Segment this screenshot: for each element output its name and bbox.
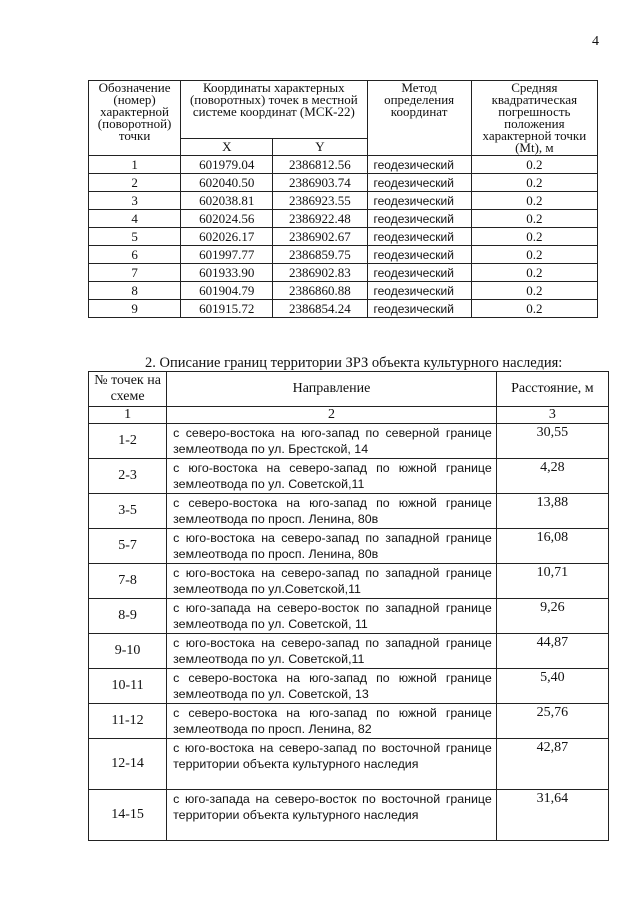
table-row bbox=[89, 704, 609, 739]
header-y: Y bbox=[273, 139, 367, 156]
error-value: 0.2 bbox=[471, 210, 597, 228]
point-number: 4 bbox=[89, 210, 181, 228]
coord-y: 2386860.88 bbox=[273, 282, 367, 300]
point-number: 2 bbox=[89, 174, 181, 192]
method: геодезический bbox=[367, 192, 471, 210]
borders-table bbox=[88, 371, 609, 841]
distance-value: 4,28 bbox=[496, 459, 608, 494]
direction-text: с северо-востока на юго-запад по северной границе землеотвода по ул. Брестской, 14 bbox=[167, 424, 497, 459]
direction-text: с юго-востока на северо-запад по западной границе землеотвода по просп. Ленина, 80в bbox=[167, 529, 497, 564]
direction-text: с юго-запада на северо-восток по восточной границе территории объекта культурного наследия bbox=[167, 790, 497, 841]
coordinates-table bbox=[88, 80, 598, 318]
coord-y: 2386923.55 bbox=[273, 192, 367, 210]
header-points: № точек на схеме bbox=[89, 372, 167, 407]
direction-text: с северо-востока на юго-запад по южной границе землеотвода по просп. Ленина, 80в bbox=[167, 494, 497, 529]
error-value: 0.2 bbox=[471, 246, 597, 264]
direction-text: с юго-востока на северо-запад по восточной границе территории объекта культурного наследия bbox=[167, 739, 497, 790]
segment: 7-8 bbox=[89, 564, 167, 599]
distance-value: 13,88 bbox=[496, 494, 608, 529]
borders-numbering-row bbox=[89, 407, 609, 424]
header-n3: 3 bbox=[496, 407, 608, 424]
segment: 1-2 bbox=[89, 424, 167, 459]
table-row bbox=[89, 156, 598, 174]
header-error: Средняя квадратическая погрешность положения характерной точки (Mt), м bbox=[471, 81, 597, 156]
coord-x: 601979.04 bbox=[181, 156, 273, 174]
error-value: 0.2 bbox=[471, 228, 597, 246]
direction-text: с северо-востока на юго-запад по южной границе землеотвода по ул. Советской, 13 bbox=[167, 669, 497, 704]
method: геодезический bbox=[367, 156, 471, 174]
coord-y: 2386902.83 bbox=[273, 264, 367, 282]
table-row bbox=[89, 192, 598, 210]
point-number: 3 bbox=[89, 192, 181, 210]
coord-y: 2386922.48 bbox=[273, 210, 367, 228]
distance-value: 25,76 bbox=[496, 704, 608, 739]
method: геодезический bbox=[367, 228, 471, 246]
method: геодезический bbox=[367, 246, 471, 264]
table-row bbox=[89, 424, 609, 459]
segment: 8-9 bbox=[89, 599, 167, 634]
coordinates-header-row bbox=[89, 81, 598, 139]
table-row bbox=[89, 634, 609, 669]
method: геодезический bbox=[367, 300, 471, 318]
coord-y: 2386903.74 bbox=[273, 174, 367, 192]
table-row bbox=[89, 564, 609, 599]
coord-y: 2386854.24 bbox=[273, 300, 367, 318]
method: геодезический bbox=[367, 264, 471, 282]
table-row bbox=[89, 459, 609, 494]
coord-y: 2386812.56 bbox=[273, 156, 367, 174]
table-row bbox=[89, 246, 598, 264]
table-row bbox=[89, 228, 598, 246]
point-number: 7 bbox=[89, 264, 181, 282]
method: геодезический bbox=[367, 174, 471, 192]
direction-text: с юго-востока на северо-запад по южной границе землеотвода по ул. Советской,11 bbox=[167, 459, 497, 494]
table-row bbox=[89, 264, 598, 282]
table-row bbox=[89, 669, 609, 704]
point-number: 5 bbox=[89, 228, 181, 246]
coord-y: 2386859.75 bbox=[273, 246, 367, 264]
error-value: 0.2 bbox=[471, 156, 597, 174]
table-row bbox=[89, 529, 609, 564]
distance-value: 9,26 bbox=[496, 599, 608, 634]
table-row bbox=[89, 300, 598, 318]
segment: 9-10 bbox=[89, 634, 167, 669]
segment: 5-7 bbox=[89, 529, 167, 564]
direction-text: с юго-запада на северо-восток по западной границе землеотвода по ул. Советской, 11 bbox=[167, 599, 497, 634]
method: геодезический bbox=[367, 210, 471, 228]
table-row bbox=[89, 739, 609, 790]
table-row bbox=[89, 599, 609, 634]
direction-text: с юго-востока на северо-запад по западной границе землеотвода по ул.Советской,11 bbox=[167, 564, 497, 599]
error-value: 0.2 bbox=[471, 264, 597, 282]
header-n1: 1 bbox=[89, 407, 167, 424]
point-number: 6 bbox=[89, 246, 181, 264]
direction-text: с юго-востока на северо-запад по западной границе землеотвода по ул. Советской,11 bbox=[167, 634, 497, 669]
table-row bbox=[89, 174, 598, 192]
point-number: 9 bbox=[89, 300, 181, 318]
error-value: 0.2 bbox=[471, 300, 597, 318]
distance-value: 30,55 bbox=[496, 424, 608, 459]
distance-value: 10,71 bbox=[496, 564, 608, 599]
segment: 3-5 bbox=[89, 494, 167, 529]
table-row bbox=[89, 494, 609, 529]
segment: 11-12 bbox=[89, 704, 167, 739]
coord-x: 602038.81 bbox=[181, 192, 273, 210]
header-distance: Расстояние, м bbox=[496, 372, 608, 407]
distance-value: 42,87 bbox=[496, 739, 608, 790]
coord-x: 601933.90 bbox=[181, 264, 273, 282]
distance-value: 31,64 bbox=[496, 790, 608, 841]
distance-value: 5,40 bbox=[496, 669, 608, 704]
distance-value: 16,08 bbox=[496, 529, 608, 564]
coord-x: 602024.56 bbox=[181, 210, 273, 228]
coord-x: 601915.72 bbox=[181, 300, 273, 318]
header-x: X bbox=[181, 139, 273, 156]
direction-text: с северо-востока на юго-запад по южной границе землеотвода по просп. Ленина, 82 bbox=[167, 704, 497, 739]
method: геодезический bbox=[367, 282, 471, 300]
borders-header-row bbox=[89, 372, 609, 407]
error-value: 0.2 bbox=[471, 282, 597, 300]
page-number: 4 bbox=[592, 34, 599, 49]
table-row bbox=[89, 790, 609, 841]
coord-x: 601997.77 bbox=[181, 246, 273, 264]
coord-x: 602026.17 bbox=[181, 228, 273, 246]
point-number: 8 bbox=[89, 282, 181, 300]
coord-x: 602040.50 bbox=[181, 174, 273, 192]
coord-x: 601904.79 bbox=[181, 282, 273, 300]
header-point: Обозначение (номер) характерной (поворотной) точки bbox=[89, 81, 181, 156]
coord-y: 2386902.67 bbox=[273, 228, 367, 246]
error-value: 0.2 bbox=[471, 192, 597, 210]
segment: 12-14 bbox=[89, 739, 167, 790]
point-number: 1 bbox=[89, 156, 181, 174]
segment: 2-3 bbox=[89, 459, 167, 494]
table-row bbox=[89, 282, 598, 300]
segment: 10-11 bbox=[89, 669, 167, 704]
header-direction: Направление bbox=[167, 372, 497, 407]
header-coords: Координаты характерных (поворотных) точек в местной системе координат (МСК-22) bbox=[181, 81, 367, 139]
distance-value: 44,87 bbox=[496, 634, 608, 669]
segment: 14-15 bbox=[89, 790, 167, 841]
table-row bbox=[89, 210, 598, 228]
header-method: Метод определения координат bbox=[367, 81, 471, 156]
error-value: 0.2 bbox=[471, 174, 597, 192]
section-caption: 2. Описание границ территории ЗРЗ объекта культурного наследия: bbox=[145, 355, 563, 371]
header-n2: 2 bbox=[167, 407, 497, 424]
